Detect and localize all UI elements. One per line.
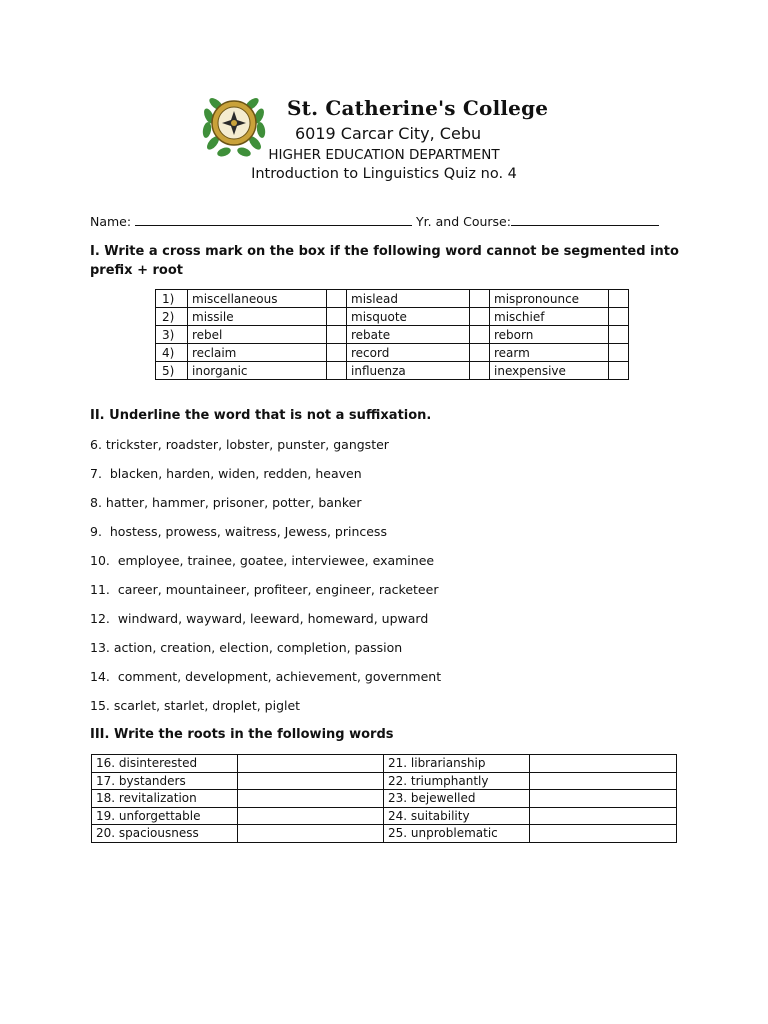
table-row [156, 308, 629, 326]
prefix-root-table [155, 289, 629, 380]
word-cell: 20. spaciousness [92, 825, 238, 843]
word-cell: 17. bystanders [92, 772, 238, 790]
list-item: 14. comment, development, achievement, government [90, 669, 442, 684]
checkbox-cell[interactable] [609, 326, 629, 344]
section-2-title: II. Underline the word that is not a suffixation. [90, 408, 432, 423]
word-cell: mislead [347, 290, 470, 308]
list-item: 7. blacken, harden, widen, redden, heaven [90, 466, 362, 481]
course-label: Yr. and Course: [412, 214, 511, 229]
row-number: 1) [156, 290, 188, 308]
list-item: 9. hostess, prowess, waitress, Jewess, princess [90, 524, 387, 539]
answer-cell[interactable] [530, 825, 677, 843]
word-cell: 16. disinterested [92, 755, 238, 773]
table-row [92, 825, 677, 843]
table-row [156, 290, 629, 308]
answer-cell[interactable] [238, 825, 384, 843]
word-cell: 21. librarianship [384, 755, 530, 773]
name-course-line [90, 213, 659, 229]
name-label: Name: [90, 214, 136, 229]
checkbox-cell[interactable] [609, 290, 629, 308]
checkbox-cell[interactable] [609, 362, 629, 380]
word-cell: 18. revitalization [92, 790, 238, 808]
list-item: 15. scarlet, starlet, droplet, piglet [90, 698, 301, 713]
row-number: 3) [156, 326, 188, 344]
checkbox-cell[interactable] [470, 308, 490, 326]
answer-cell[interactable] [530, 772, 677, 790]
answer-cell[interactable] [238, 772, 384, 790]
word-cell: influenza [347, 362, 470, 380]
row-number: 4) [156, 344, 188, 362]
word-cell: mispronounce [490, 290, 609, 308]
word-cell: rearm [490, 344, 609, 362]
table-row [156, 344, 629, 362]
word-cell: 23. bejewelled [384, 790, 530, 808]
answer-cell[interactable] [238, 755, 384, 773]
course-blank[interactable] [511, 213, 659, 226]
word-cell: reclaim [188, 344, 327, 362]
word-cell: 24. suitability [384, 807, 530, 825]
answer-cell[interactable] [238, 807, 384, 825]
answer-cell[interactable] [238, 790, 384, 808]
row-number: 5) [156, 362, 188, 380]
checkbox-cell[interactable] [609, 308, 629, 326]
name-blank[interactable] [135, 213, 412, 226]
section-3-title: III. Write the roots in the following words [90, 727, 394, 742]
list-item: 13. action, creation, election, completion, passion [90, 640, 403, 655]
checkbox-cell[interactable] [470, 290, 490, 308]
word-cell: inexpensive [490, 362, 609, 380]
word-cell: misquote [347, 308, 470, 326]
list-item: 12. windward, wayward, leeward, homeward, upward [90, 611, 429, 626]
checkbox-cell[interactable] [327, 344, 347, 362]
checkbox-cell[interactable] [327, 308, 347, 326]
checkbox-cell[interactable] [609, 344, 629, 362]
word-cell: rebel [188, 326, 327, 344]
checkbox-cell[interactable] [327, 290, 347, 308]
table-row [156, 362, 629, 380]
table-row [92, 807, 677, 825]
table-row [92, 755, 677, 773]
roots-table [91, 754, 677, 843]
list-item: 8. hatter, hammer, prisoner, potter, banker [90, 495, 362, 510]
checkbox-cell[interactable] [470, 344, 490, 362]
table-row [156, 326, 629, 344]
list-item: 11. career, mountaineer, profiteer, engineer, racketeer [90, 582, 439, 597]
word-cell: missile [188, 308, 327, 326]
word-cell: 25. unproblematic [384, 825, 530, 843]
checkbox-cell[interactable] [470, 362, 490, 380]
checkbox-cell[interactable] [327, 326, 347, 344]
word-cell: reborn [490, 326, 609, 344]
list-item: 6. trickster, roadster, lobster, punster, gangster [90, 437, 389, 452]
answer-cell[interactable] [530, 790, 677, 808]
section-1-title: I. Write a cross mark on the box if the following word cannot be segmented into prefix + root [90, 244, 679, 278]
word-cell: rebate [347, 326, 470, 344]
quiz-title: Introduction to Linguistics Quiz no. 4 [251, 166, 517, 182]
checkbox-cell[interactable] [327, 362, 347, 380]
college-city: 6019 Carcar City, Cebu [295, 124, 482, 143]
answer-cell[interactable] [530, 755, 677, 773]
word-cell: mischief [490, 308, 609, 326]
department-title: HIGHER EDUCATION DEPARTMENT [268, 147, 500, 163]
row-number: 2) [156, 308, 188, 326]
answer-cell[interactable] [530, 807, 677, 825]
word-cell: miscellaneous [188, 290, 327, 308]
list-item: 10. employee, trainee, goatee, interviewee, examinee [90, 553, 435, 568]
checkbox-cell[interactable] [470, 326, 490, 344]
word-cell: inorganic [188, 362, 327, 380]
college-name: St. Catherine's College [287, 96, 549, 120]
table-row [92, 790, 677, 808]
table-row [92, 772, 677, 790]
word-cell: 22. triumphantly [384, 772, 530, 790]
word-cell: 19. unforgettable [92, 807, 238, 825]
word-cell: record [347, 344, 470, 362]
